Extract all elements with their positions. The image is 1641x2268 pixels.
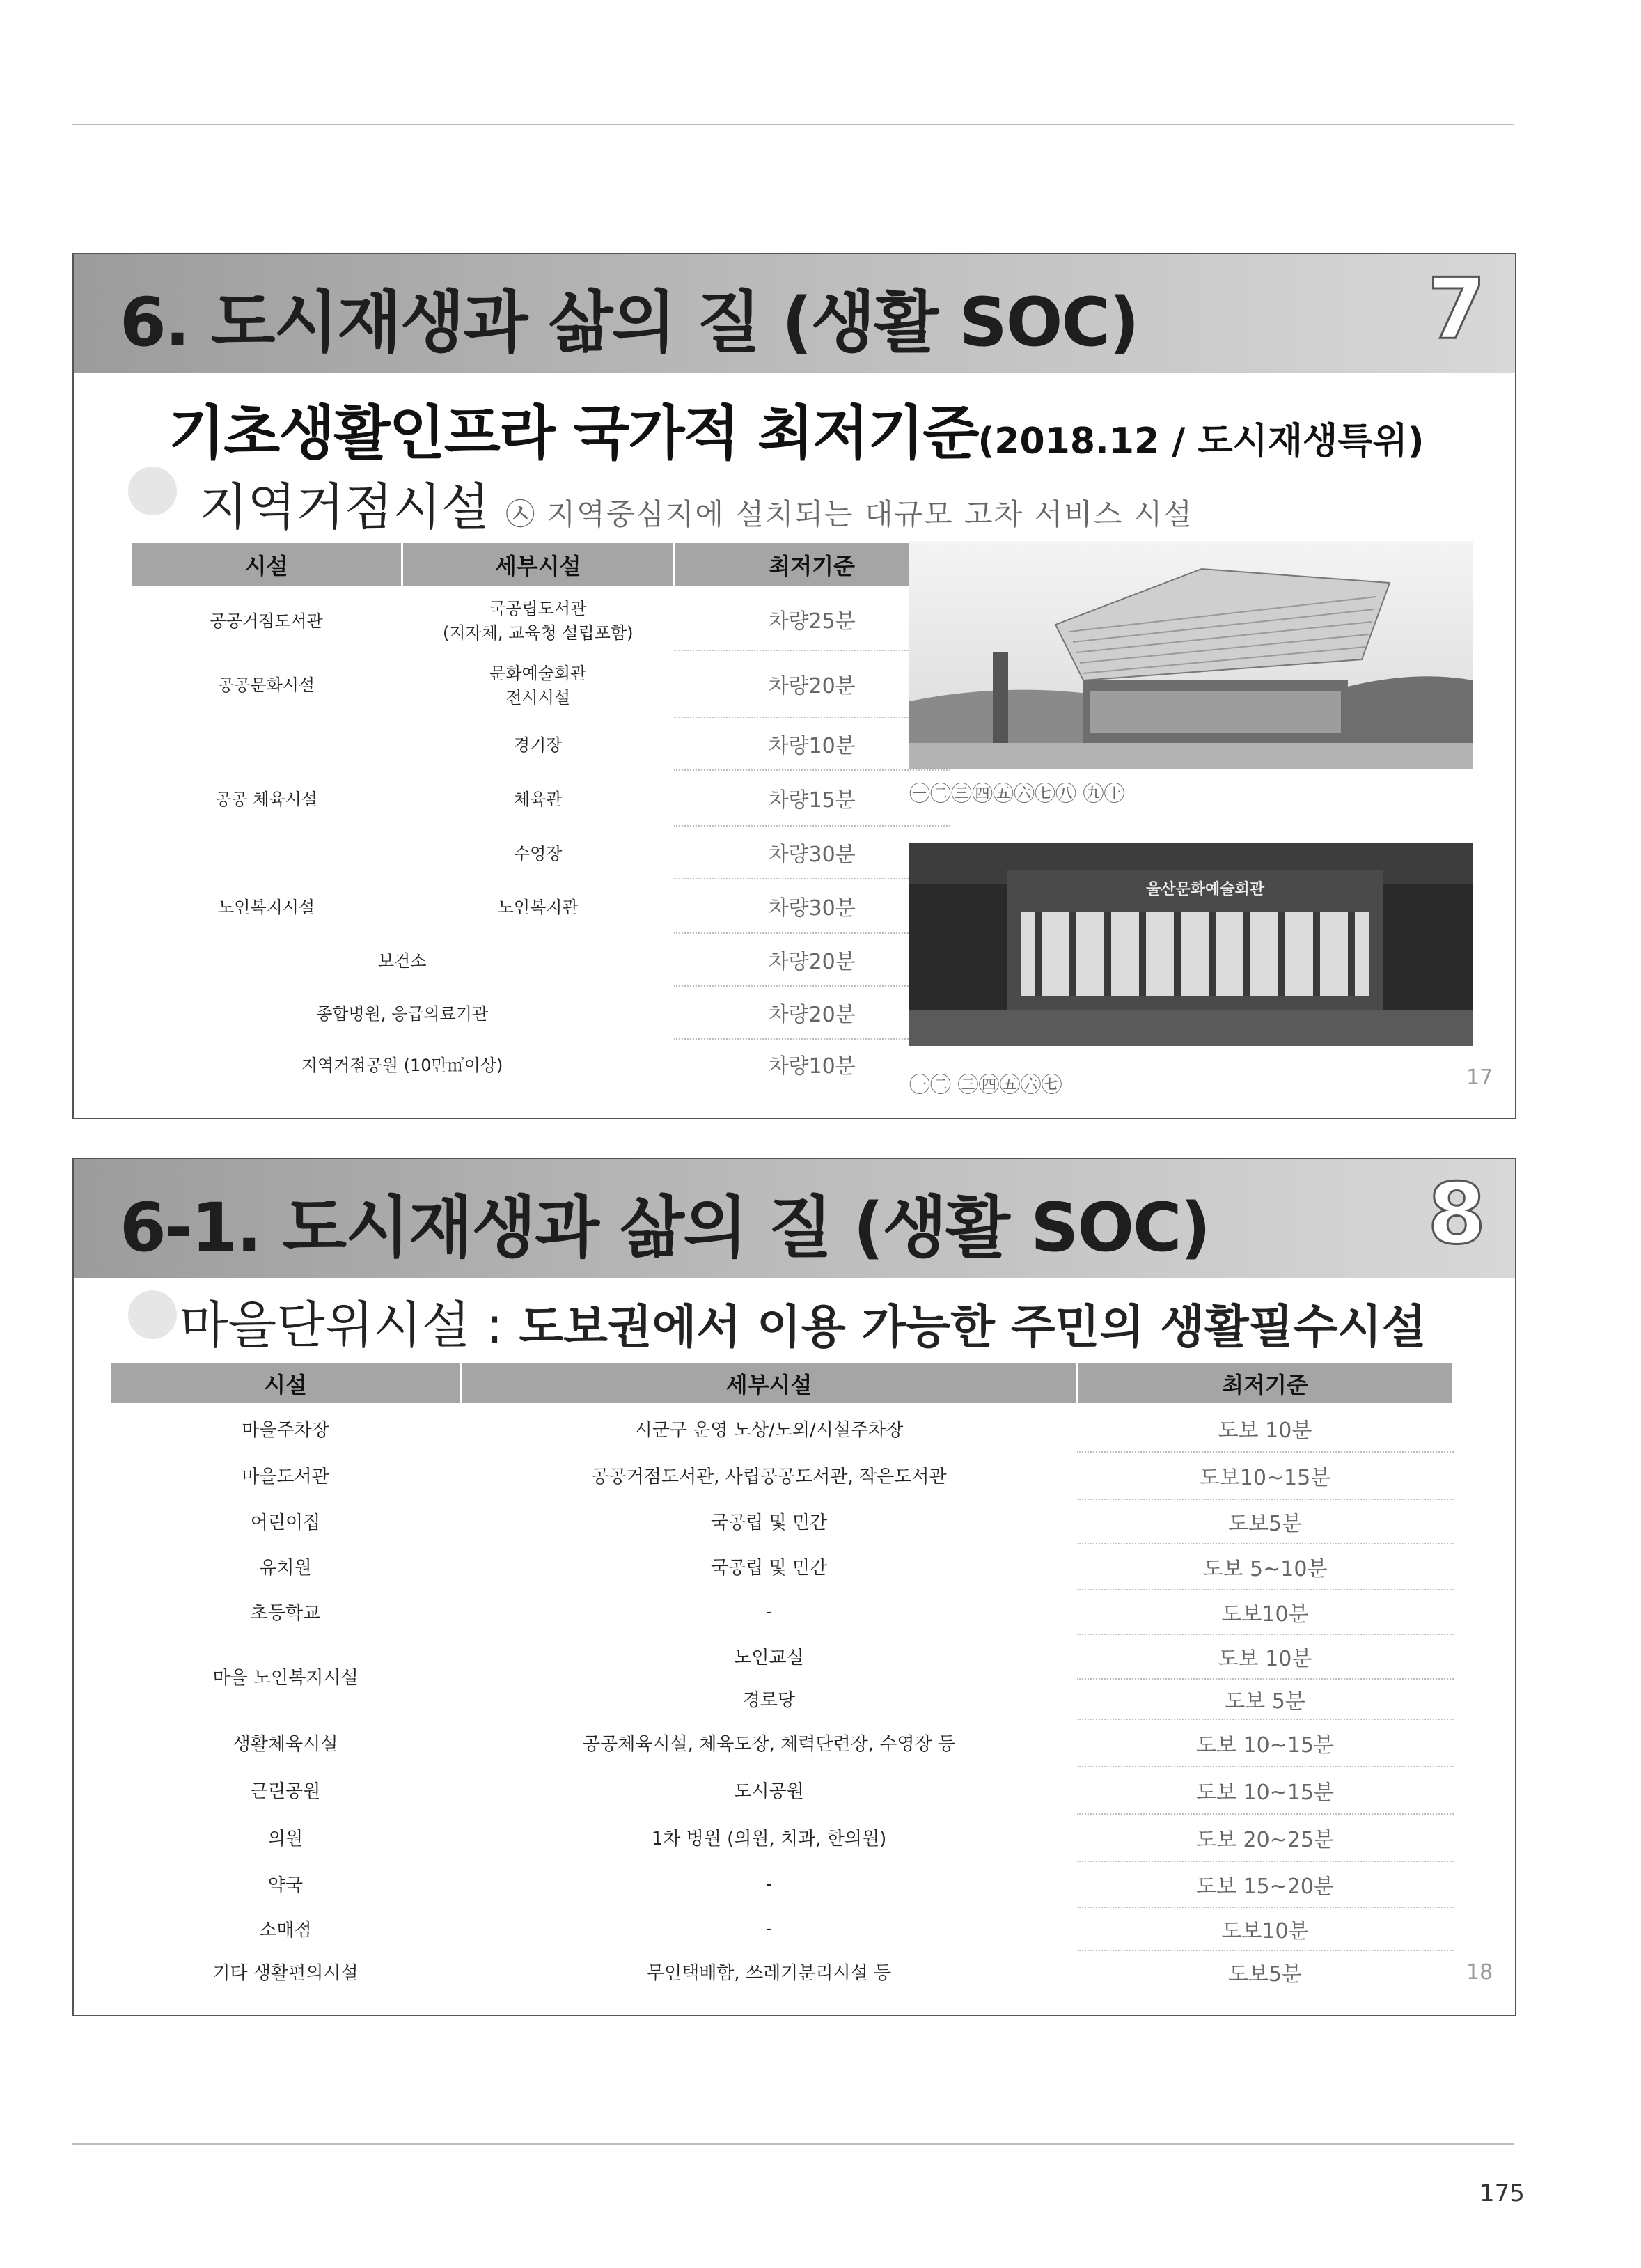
cell-detail: 1차 병원 (의원, 치과, 한의원)	[651, 1829, 887, 1849]
table-row	[131, 650, 950, 717]
arts-center-photo	[909, 843, 1473, 1046]
cell-detail: 수영장	[513, 844, 563, 863]
cell-facility: 생활체육시설	[233, 1734, 338, 1755]
cell-facility	[131, 717, 402, 770]
cell-facility: 마을 노인복지시설	[212, 1668, 359, 1689]
cell-standard: 차량10분	[768, 1054, 856, 1079]
table-row	[131, 588, 950, 650]
cell-facility: 의원	[267, 1829, 304, 1849]
table-row	[131, 826, 950, 879]
slide-title: 6. 도시재생과 삶의 질 (생활 SOC)	[120, 283, 1138, 361]
header-facility: 시설	[110, 1363, 462, 1405]
cell-detail: 체육관	[513, 790, 563, 809]
cell-detail-line2: 전시시설	[505, 687, 571, 707]
slide-header	[74, 1159, 1515, 1278]
cell-facility: 어린이집	[250, 1512, 321, 1533]
bullet-dot	[128, 467, 177, 515]
slide-header	[74, 254, 1515, 373]
slide-8	[72, 1158, 1516, 2016]
cell-standard: 도보 20~25분	[1077, 1814, 1454, 1861]
top-rule	[72, 124, 1514, 125]
cell-standard: 도보10분	[1077, 1590, 1454, 1634]
cell-facility: 공공문화시설	[218, 675, 315, 695]
page-number: 175	[1479, 2180, 1525, 2207]
subhead-description: 도보권에서 이용 가능한 주민의 생활필수시설	[519, 1300, 1427, 1354]
cell-facility: 마을도서관	[242, 1467, 329, 1487]
cell-facility: 기타 생활편의시설	[212, 1963, 359, 1984]
cell-detail	[402, 650, 674, 717]
subhead-circled-text: ㉦ 지역중심지에 설치되는 대규모 고차 서비스 시설	[505, 497, 1193, 531]
cell-detail: 경로당	[742, 1690, 796, 1711]
cell-standard: 도보 5~10분	[1077, 1544, 1454, 1590]
header-detail: 세부시설	[462, 1363, 1077, 1405]
cell-detail: 국공립 및 민간	[710, 1558, 828, 1579]
table-row	[131, 879, 950, 933]
cell-facility: 유치원	[259, 1558, 312, 1579]
cell-standard: 차량10분	[674, 717, 950, 770]
regional-facility-table	[129, 541, 951, 1089]
cell-standard: 도보 15~20분	[1077, 1861, 1454, 1907]
cell-facility: 소매점	[259, 1920, 312, 1941]
cell-standard: 차량25분	[674, 588, 950, 650]
cell-detail: -	[765, 1601, 773, 1622]
bottom-rule	[72, 2143, 1514, 2145]
cell-standard: 도보 10분	[1077, 1634, 1454, 1679]
cell-standard: 도보5분	[1077, 1499, 1454, 1544]
cell-facility: 공공 체육시설	[215, 790, 317, 809]
cell-detail: 공공체육시설, 체육도장, 체력단련장, 수영장 등	[582, 1734, 956, 1755]
table-row	[110, 1544, 1454, 1590]
cell-detail-line1: 국공립도서관	[489, 599, 587, 619]
cell-detail-line2: (지자체, 교육청 설립포함)	[442, 623, 634, 643]
cell-detail: -	[765, 1918, 773, 1939]
header-standard: 최저기준	[1077, 1363, 1454, 1405]
cell-standard: 도보 10분	[1077, 1405, 1454, 1452]
cell-detail: 국공립 및 민간	[710, 1512, 828, 1533]
cell-standard: 도보5분	[1227, 1962, 1303, 1987]
table-row	[110, 1405, 1454, 1452]
arts-center-illustration	[909, 843, 1473, 1046]
village-facility-table	[109, 1361, 1454, 1994]
slide-page-number: 18	[1466, 1960, 1493, 1985]
cell-standard: 차량30분	[674, 826, 950, 879]
cell-detail: 노인교실	[734, 1648, 804, 1668]
cell-facility: 보건소	[377, 951, 427, 971]
slide-number: 7	[1427, 261, 1486, 358]
cell-facility	[131, 826, 402, 879]
header-detail: 세부시설	[402, 542, 674, 588]
headline-main: 기초생활인프라 국가적 최저기준	[168, 399, 978, 467]
table-row	[131, 717, 950, 770]
library-building-photo	[909, 541, 1473, 769]
header-facility: 시설	[131, 542, 402, 588]
table-row	[131, 1039, 950, 1089]
cell-facility: 노인복지시설	[218, 898, 315, 917]
arts-center-sign: 울산문화예술회관	[1146, 881, 1265, 898]
table-header-row	[110, 1363, 1454, 1405]
cell-detail: 시군구 운영 노상/노외/시설주차장	[634, 1419, 904, 1441]
table-row	[110, 1634, 1454, 1679]
library-building-illustration	[909, 541, 1473, 769]
cell-standard: 도보10분	[1077, 1907, 1454, 1950]
cell-facility: 근린공원	[250, 1781, 321, 1802]
cell-facility: 약국	[267, 1875, 304, 1896]
cell-facility: 초등학교	[250, 1603, 321, 1624]
header-standard: 최저기준	[674, 542, 950, 588]
cell-detail: 경기장	[513, 735, 563, 755]
table-row	[110, 1814, 1454, 1861]
cell-detail: -	[765, 1873, 773, 1895]
subhead-label: 지역거점시설	[199, 478, 490, 536]
photo-caption: ㊀㊁ ㊂㊃㊄㊅㊆	[909, 1073, 1062, 1097]
cell-standard: 도보 5분	[1077, 1679, 1454, 1719]
headline	[168, 386, 1424, 471]
subhead	[180, 1285, 1427, 1357]
slide-page-number: 17	[1466, 1065, 1493, 1090]
cell-detail: 도시공원	[734, 1781, 804, 1802]
table-row	[110, 1950, 1454, 1994]
cell-detail	[402, 588, 674, 650]
cell-detail: 공공거점도서관, 사립공공도서관, 작은도서관	[591, 1467, 947, 1487]
cell-facility: 마을주차장	[242, 1419, 329, 1441]
cell-standard: 차량20분	[674, 650, 950, 717]
cell-standard: 차량15분	[674, 770, 950, 826]
cell-detail: 노인복지관	[497, 898, 579, 917]
table-row	[110, 1907, 1454, 1950]
table-row	[110, 1452, 1454, 1499]
table-row	[131, 986, 950, 1039]
table-row	[131, 770, 950, 826]
bullet-dot	[128, 1290, 177, 1339]
table-row	[131, 933, 950, 986]
table-header-row	[131, 542, 950, 588]
cell-facility: 종합병원, 응급의료기관	[316, 1004, 489, 1024]
photo-caption: ㊀㊁㊂㊃㊄㊅㊆㊇ ㊈㊉	[909, 782, 1125, 806]
cell-detail: 무인택배함, 쓰레기분리시설 등	[646, 1963, 892, 1984]
cell-standard: 도보10~15분	[1077, 1452, 1454, 1499]
cell-standard: 차량30분	[674, 879, 950, 933]
subhead	[199, 467, 1193, 539]
subhead-label: 마을단위시설 :	[180, 1296, 519, 1354]
slide-number: 8	[1427, 1166, 1486, 1263]
slide-title: 6-1. 도시재생과 삶의 질 (생활 SOC)	[120, 1189, 1210, 1267]
headline-suffix: (2018.12 / 도시재생특위)	[977, 421, 1424, 462]
cell-detail-line1: 문화예술회관	[489, 663, 587, 683]
cell-standard: 도보 10~15분	[1077, 1719, 1454, 1767]
cell-facility: 지역거점공원 (10만㎡이상)	[301, 1056, 503, 1075]
slide-7	[72, 253, 1516, 1119]
cell-facility: 공공거점도서관	[210, 611, 323, 631]
cell-standard: 차량20분	[674, 986, 950, 1039]
table-row	[110, 1861, 1454, 1907]
cell-standard: 도보 10~15분	[1077, 1767, 1454, 1814]
table-row	[110, 1719, 1454, 1767]
table-row	[110, 1590, 1454, 1634]
table-row	[110, 1499, 1454, 1544]
cell-standard: 차량20분	[674, 933, 950, 986]
table-row	[110, 1767, 1454, 1814]
